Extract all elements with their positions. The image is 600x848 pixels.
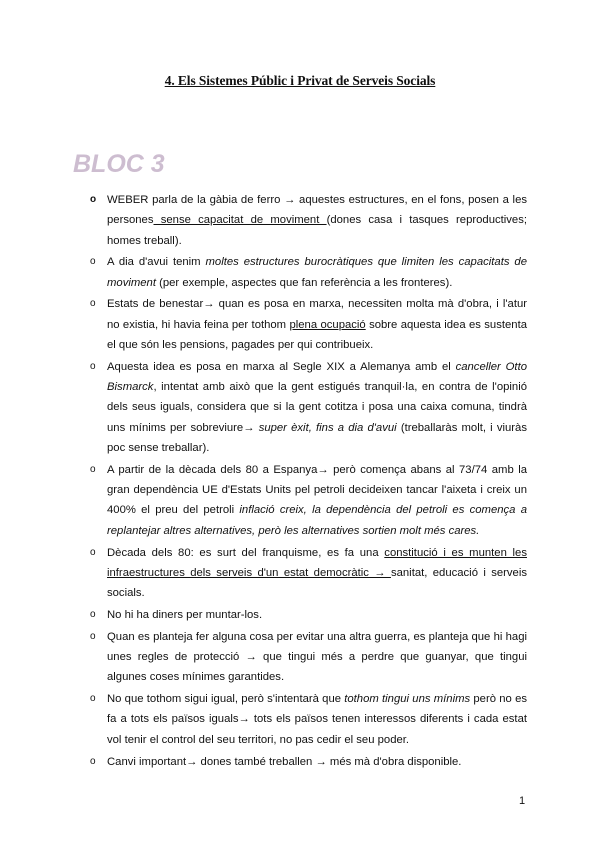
bullet-item [90, 605, 527, 625]
underlined-text: sense capacitat de moviment [153, 214, 327, 227]
text-segment: , intentat amb això que la gent estigués tranquil·la, en contra de l'opinió dels seus iguals, considera que si la gent cotitza i posa una caixa comuna, tindrà uns mínims per sobreviure→ [107, 381, 527, 434]
document-title: 4. Els Sistemes Públic i Privat de Serveis Socials [164, 73, 436, 88]
text-segment: Dècada dels 80: es surt del franquisme, es fa una [107, 546, 385, 559]
bullet-item [90, 627, 527, 688]
bullet-item [90, 689, 527, 750]
bullet-marker-icon: o [90, 463, 96, 475]
bullet-marker-icon: o [90, 608, 96, 620]
text-segment: No hi ha diners per muntar-los. [107, 608, 263, 621]
text-segment: A partir de la dècada dels 80 a Espanya→ però comença abans al 73/74 amb la gran dependència UE d'Estats Units pel petroli decideixen tancar l'aixeta i creix un 400% el preu del petroli [107, 463, 527, 517]
page-number: 1 [519, 795, 526, 807]
text-segment: Canvi important→ dones també treballen → més mà d'obra disponible. [107, 755, 462, 768]
italic-text: super èxit, fins a dia d'avui [258, 421, 397, 434]
bullet-list [90, 190, 527, 773]
bullet-marker-icon: o [90, 693, 96, 705]
italic-text: moltes estructures burocràtiques que limiten les capacitats de moviment [107, 256, 527, 289]
text-segment: (per exemple, aspectes que fan referència a les fronteres). [155, 276, 453, 289]
text-segment: Aquesta idea es posa en marxa al Segle XIX a Alemanya amb el [107, 360, 456, 373]
text-segment: WEBER parla de la gàbia de ferro → aquestes estructures, en el fons, posen a les persones [107, 194, 527, 227]
text-segment: (dones casa i tasques reproductives; homes treball). [107, 214, 527, 247]
text-segment: Estats de benestar→ quan es posa en marxa, necessiten molta mà d'obra, i l'atur no existia, hi havia feina per tothom [107, 298, 527, 331]
bullet-item [90, 294, 527, 355]
bullet-marker-icon: o [90, 546, 96, 558]
bullet-marker-icon: o [90, 360, 96, 372]
bullet-item [90, 252, 527, 293]
bullet-marker-icon: o [90, 630, 96, 642]
italic-text: tothom tingui uns mínims [344, 693, 471, 706]
underlined-text: constitució i es munten les infraestructures dels serveis d'un estat democràtic → [107, 546, 527, 579]
bullet-marker-icon: o [90, 256, 96, 268]
text-segment: sanitat, educació i serveis socials. [107, 566, 528, 600]
bullet-item [90, 460, 527, 541]
underlined-text: plena ocupació [289, 318, 366, 331]
section-heading: BLOC 3 [73, 150, 165, 178]
bullet-item [90, 190, 527, 251]
text-segment: A dia d'avui tenim [107, 256, 206, 269]
bullet-marker-icon: o [90, 755, 96, 767]
italic-text: inflació creix, la dependència del petroli es comença a replantejar altres alternatives, però les alternatives sortien molt més cares. [107, 504, 527, 537]
italic-text: canceller Otto Bismarck [107, 360, 527, 394]
text-segment: (treballaràs molt, i viuràs poc sense treballar). [107, 421, 527, 455]
text-segment: Quan es planteja fer alguna cosa per evitar una altra guerra, es planteja que hi hagi unes regles de protecció → que tingui més a perdre que guanyar, que tingui algunes coses mínimes garantides. [107, 630, 527, 684]
text-segment: però no es fa a tots els països iguals→ tots els països tenen interessos diferents i cada estat vol tenir el control del seu territori, no pas cedir el seu poder. [107, 693, 527, 746]
bullet-item [90, 543, 527, 604]
text-segment: sobre aquesta idea es sustenta el que són les pensions, pagades per qui contribueix. [107, 318, 527, 352]
bullet-item [90, 357, 527, 458]
bullet-marker-icon: o [90, 194, 97, 205]
bullet-item [90, 752, 527, 772]
text-segment: No que tothom sigui igual, però s'intentarà que [107, 693, 345, 706]
bullet-marker-icon: o [90, 298, 96, 310]
